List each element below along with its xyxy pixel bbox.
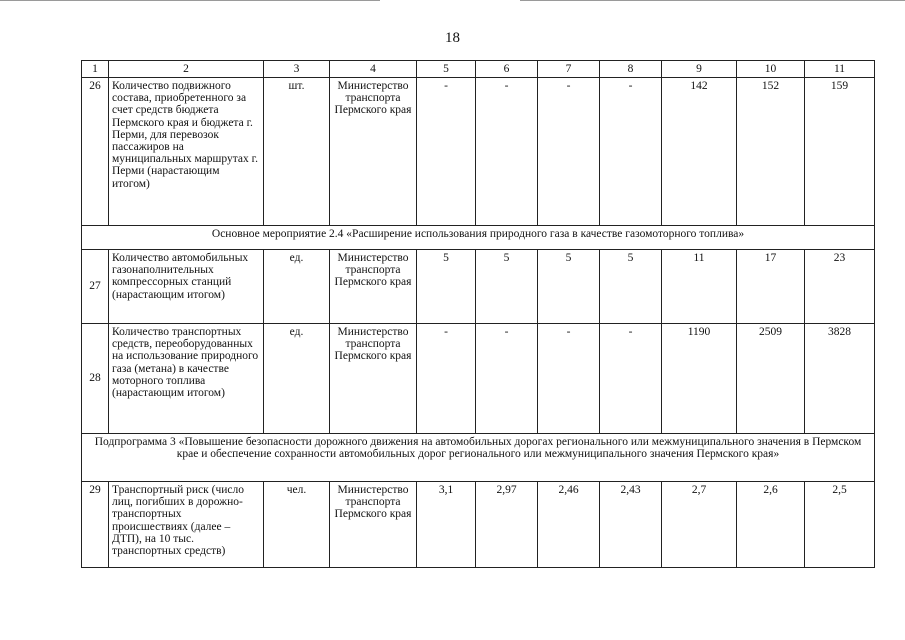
column-number: 4 <box>330 61 417 78</box>
section-row <box>82 434 875 482</box>
page-number: 18 <box>445 30 460 46</box>
value-cell: - <box>538 324 600 434</box>
table-row <box>82 324 875 434</box>
responsible-cell: Министерство транспорта Пермского края <box>330 324 417 434</box>
value-cell: 2,5 <box>805 482 875 568</box>
value-cell: 5 <box>600 250 662 324</box>
column-number: 6 <box>476 61 538 78</box>
value-cell: 2,46 <box>538 482 600 568</box>
indicator-table <box>81 60 875 568</box>
scan-edge-right <box>520 0 905 1</box>
value-cell: - <box>600 78 662 226</box>
section-row <box>82 226 875 250</box>
value-cell: 3,1 <box>417 482 476 568</box>
table-row <box>82 482 875 568</box>
section-title: Подпрограмма 3 «Повышение безопасности дорожного движения на автомобильных дорогах регионального или межмуниципального значения в Пермском крае и обеспечение сохранности автомобильных дорог регионального или межмуниципального значения Пермского края» <box>82 434 875 482</box>
indicator-name: Количество автомобильных газонаполнительных компрессорных станций (нарастающим итогом) <box>109 250 264 324</box>
column-number-row <box>82 61 875 78</box>
unit-cell: ед. <box>264 250 330 324</box>
value-cell: 2,6 <box>737 482 805 568</box>
column-number: 9 <box>662 61 737 78</box>
row-number: 29 <box>82 482 109 568</box>
column-number: 5 <box>417 61 476 78</box>
column-number: 11 <box>805 61 875 78</box>
responsible-cell: Министерство транспорта Пермского края <box>330 78 417 226</box>
column-number: 10 <box>737 61 805 78</box>
column-number: 7 <box>538 61 600 78</box>
value-cell: - <box>417 324 476 434</box>
column-number: 2 <box>109 61 264 78</box>
value-cell: 159 <box>805 78 875 226</box>
responsible-cell: Министерство транспорта Пермского края <box>330 482 417 568</box>
value-cell: - <box>417 78 476 226</box>
value-cell: 23 <box>805 250 875 324</box>
value-cell: 142 <box>662 78 737 226</box>
value-cell: - <box>600 324 662 434</box>
row-number: 27 <box>82 250 109 324</box>
value-cell: 2509 <box>737 324 805 434</box>
value-cell: 5 <box>476 250 538 324</box>
value-cell: 3828 <box>805 324 875 434</box>
indicator-name: Количество подвижного состава, приобретенного за счет средств бюджета Пермского края и бюджета г. Перми, для перевозок пассажиров на муниципальных маршрутах г. Перми (нарастающим итогом) <box>109 78 264 226</box>
value-cell: 5 <box>538 250 600 324</box>
value-cell: 1190 <box>662 324 737 434</box>
indicator-name: Транспортный риск (число лиц, погибших в дорожно-транспортных происшествиях (далее – ДТП), на 10 тыс. транспортных средств) <box>109 482 264 568</box>
column-number: 3 <box>264 61 330 78</box>
column-number: 1 <box>82 61 109 78</box>
value-cell: 5 <box>417 250 476 324</box>
table-row <box>82 78 875 226</box>
responsible-cell: Министерство транспорта Пермского края <box>330 250 417 324</box>
scan-edge-left <box>0 0 380 1</box>
value-cell: 17 <box>737 250 805 324</box>
unit-cell: ед. <box>264 324 330 434</box>
value-cell: - <box>538 78 600 226</box>
value-cell: 11 <box>662 250 737 324</box>
row-number: 28 <box>82 324 109 434</box>
section-title: Основное мероприятие 2.4 «Расширение использования природного газа в качестве газомоторного топлива» <box>82 226 875 250</box>
value-cell: - <box>476 78 538 226</box>
column-number: 8 <box>600 61 662 78</box>
value-cell: 2,7 <box>662 482 737 568</box>
unit-cell: шт. <box>264 78 330 226</box>
value-cell: 2,97 <box>476 482 538 568</box>
row-number: 26 <box>82 78 109 226</box>
table-row <box>82 250 875 324</box>
indicator-name: Количество транспортных средств, переоборудованных на использование природного газа (метана) в качестве моторного топлива (нарастающим итогом) <box>109 324 264 434</box>
value-cell: 152 <box>737 78 805 226</box>
value-cell: - <box>476 324 538 434</box>
value-cell: 2,43 <box>600 482 662 568</box>
unit-cell: чел. <box>264 482 330 568</box>
